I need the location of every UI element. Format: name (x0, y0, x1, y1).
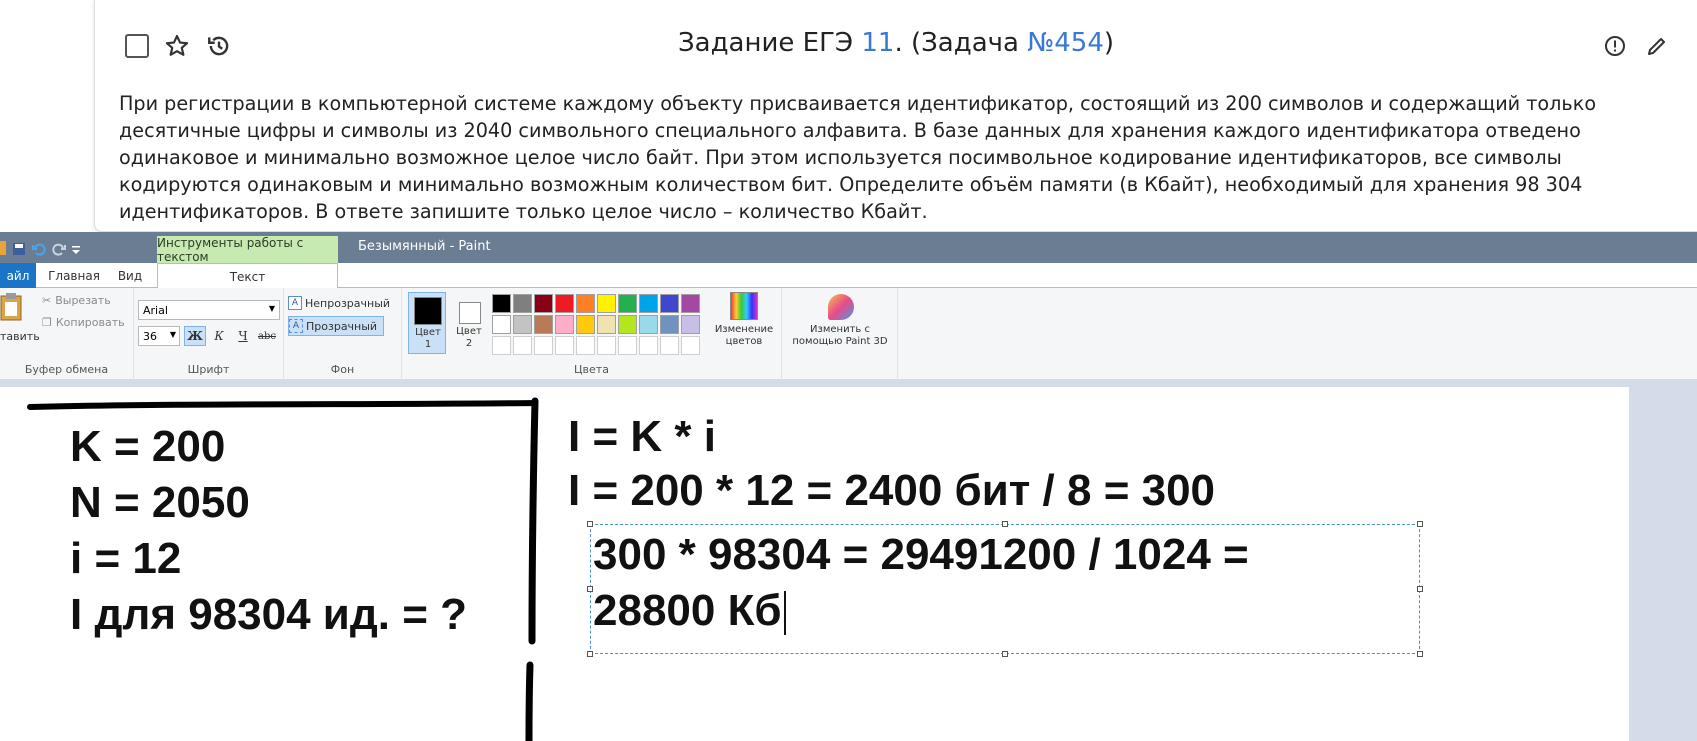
quick-access-toolbar (0, 238, 80, 258)
color-swatch[interactable] (555, 315, 574, 334)
card-actions-right (1601, 32, 1671, 60)
color-swatch[interactable] (555, 336, 574, 355)
transparent-label: Прозрачный (306, 319, 378, 333)
underline-button[interactable]: Ч (238, 329, 248, 343)
color1-swatch (414, 297, 442, 325)
paste-icon (0, 292, 24, 322)
color-swatch[interactable] (597, 294, 616, 313)
bold-button[interactable]: Ж (184, 326, 206, 346)
color2-label: Цвет 2 (456, 326, 482, 349)
resize-handle[interactable] (587, 651, 593, 657)
chevron-down-icon: ▼ (268, 304, 275, 313)
title-bar (0, 232, 1697, 263)
color2-button[interactable] (452, 292, 486, 354)
copy-icon: ❐ (42, 316, 52, 329)
colors-group (402, 288, 782, 380)
colors-group-label: Цвета (574, 363, 609, 376)
color-swatch[interactable] (597, 315, 616, 334)
tab-home[interactable]: Главная (48, 268, 100, 283)
paste-label: тавить (0, 330, 40, 343)
color-swatch[interactable] (576, 336, 595, 355)
color-swatch[interactable] (513, 336, 532, 355)
right-line-1: I = K * i (568, 412, 716, 461)
clipboard-group (0, 288, 134, 380)
paint-window (0, 232, 1697, 741)
clipboard-group-label: Буфер обмена (24, 363, 109, 376)
color-swatch[interactable] (597, 336, 616, 355)
paint-app-icon (0, 241, 6, 255)
color-swatch[interactable] (660, 294, 679, 313)
tab-file[interactable]: айл (0, 263, 36, 288)
color-swatch[interactable] (681, 294, 700, 313)
resize-handle[interactable] (1417, 651, 1423, 657)
title-middle: . (Задача (894, 28, 1028, 58)
font-family-value: Arial (143, 304, 168, 317)
paint3d-group (782, 288, 898, 380)
color-swatch[interactable] (660, 336, 679, 355)
color-swatch[interactable] (618, 336, 637, 355)
canvas-area (0, 380, 1697, 741)
paint3d-icon (828, 294, 854, 320)
drawing-canvas[interactable] (0, 387, 1629, 741)
background-group-label: Фон (330, 363, 355, 376)
selected-line-2-text: 28800 Кб (593, 586, 782, 635)
font-family-select[interactable] (138, 300, 280, 320)
color-swatch[interactable] (660, 315, 679, 334)
color-swatch[interactable] (576, 294, 595, 313)
italic-button[interactable]: К (214, 329, 224, 343)
paint3d-button[interactable] (786, 292, 894, 354)
resize-handle[interactable] (1417, 521, 1423, 527)
title-prefix: Задание ЕГЭ (677, 28, 862, 58)
undo-icon[interactable] (32, 241, 46, 255)
color1-button[interactable] (408, 292, 446, 354)
edit-colors-button[interactable] (710, 292, 778, 356)
ribbon (0, 288, 1697, 380)
report-icon[interactable] (1601, 32, 1629, 60)
left-line-4: I для 98304 ид. = ? (70, 590, 468, 639)
task-card (94, 0, 1697, 232)
copy-button[interactable] (42, 316, 125, 329)
font-size-value: 36 (143, 330, 157, 343)
text-caret (784, 591, 786, 635)
opaque-icon: A (288, 296, 302, 310)
left-line-3: i = 12 (70, 534, 182, 583)
customize-toolbar-icon[interactable] (72, 241, 80, 255)
ribbon-tabs (0, 263, 1697, 288)
tab-text[interactable]: Текст (157, 263, 338, 289)
selected-line-1[interactable]: 300 * 98304 = 29491200 / 1024 = (593, 530, 1249, 579)
copy-label: Копировать (55, 316, 125, 329)
color-swatch[interactable] (492, 294, 511, 313)
transparent-icon: A (289, 319, 303, 333)
color-swatch[interactable] (555, 294, 574, 313)
color-swatch[interactable] (492, 315, 511, 334)
font-size-select[interactable] (138, 326, 180, 346)
color-swatch[interactable] (534, 336, 553, 355)
color-swatch[interactable] (492, 336, 511, 355)
selected-line-2[interactable] (593, 583, 786, 639)
color-palette (492, 294, 716, 360)
color-swatch[interactable] (534, 315, 553, 334)
color-swatch[interactable] (534, 294, 553, 313)
title-suffix: ) (1103, 28, 1115, 58)
color-swatch[interactable] (681, 315, 700, 334)
opaque-button[interactable] (288, 294, 396, 312)
color-swatch[interactable] (513, 315, 532, 334)
rainbow-icon (730, 292, 758, 320)
save-icon[interactable] (12, 241, 26, 255)
font-group (134, 288, 284, 380)
right-line-2: I = 200 * 12 = 2400 бит / 8 = 300 (568, 466, 1216, 515)
color-swatch[interactable] (576, 315, 595, 334)
chevron-down-icon: ▼ (169, 330, 176, 339)
color-swatch[interactable] (639, 336, 658, 355)
resize-handle[interactable] (1002, 651, 1008, 657)
text-selection-box[interactable] (590, 524, 1420, 654)
paint3d-label: Изменить с помощью Paint 3D (792, 324, 888, 347)
color-swatch[interactable] (618, 294, 637, 313)
paste-button[interactable] (0, 292, 40, 350)
problem-number-link[interactable]: №454 (1027, 28, 1104, 58)
task-number-link[interactable]: 11 (861, 28, 895, 58)
strikethrough-button[interactable]: abc (258, 330, 276, 342)
background-group (284, 288, 402, 380)
page-title (95, 28, 1697, 58)
window-title: Безымянный - Paint (358, 239, 491, 254)
color-swatch[interactable] (618, 315, 637, 334)
scissors-icon: ✂ (42, 294, 52, 307)
transparent-button[interactable] (288, 316, 384, 336)
opaque-label: Непрозрачный (305, 296, 391, 310)
cut-label: Вырезать (55, 294, 111, 307)
color-swatch[interactable] (681, 336, 700, 355)
color-swatch[interactable] (513, 294, 532, 313)
color2-swatch (459, 302, 481, 324)
font-group-label: Шрифт (187, 363, 230, 376)
color1-label: Цвет 1 (415, 327, 441, 350)
cut-button[interactable] (42, 294, 111, 307)
tab-view[interactable]: Вид (117, 268, 143, 283)
color-swatch[interactable] (639, 315, 658, 334)
redo-icon[interactable] (52, 241, 66, 255)
resize-handle[interactable] (1417, 586, 1423, 592)
task-text: При регистрации в компьютерной системе каждому объекту присваивается идентификатор, состоящий из 200 символов и содержащий только десятичные цифры и символы из 2040 символьного специального алфавита. В базе данных для хранения каждого идентификатора отведено одинаковое и минимально возможное целое число байт. При этом используется посимвольное кодирование идентификаторов, все символы кодируются одинаковым и минимально возможным количеством бит. Определите объём памяти (в Кбайт), необходимый для хранения 98 304 идентификаторов. В ответе запишите только целое число – количество Кбайт. (119, 92, 1597, 223)
edit-colors-label: Изменение цветов (714, 324, 774, 347)
edit-pencil-icon[interactable] (1643, 32, 1671, 60)
color-swatch[interactable] (639, 294, 658, 313)
left-line-1: K = 200 (70, 422, 226, 471)
left-line-2: N = 2050 (70, 478, 250, 527)
text-tools-context-tab: Инструменты работы с текстом (157, 236, 338, 263)
